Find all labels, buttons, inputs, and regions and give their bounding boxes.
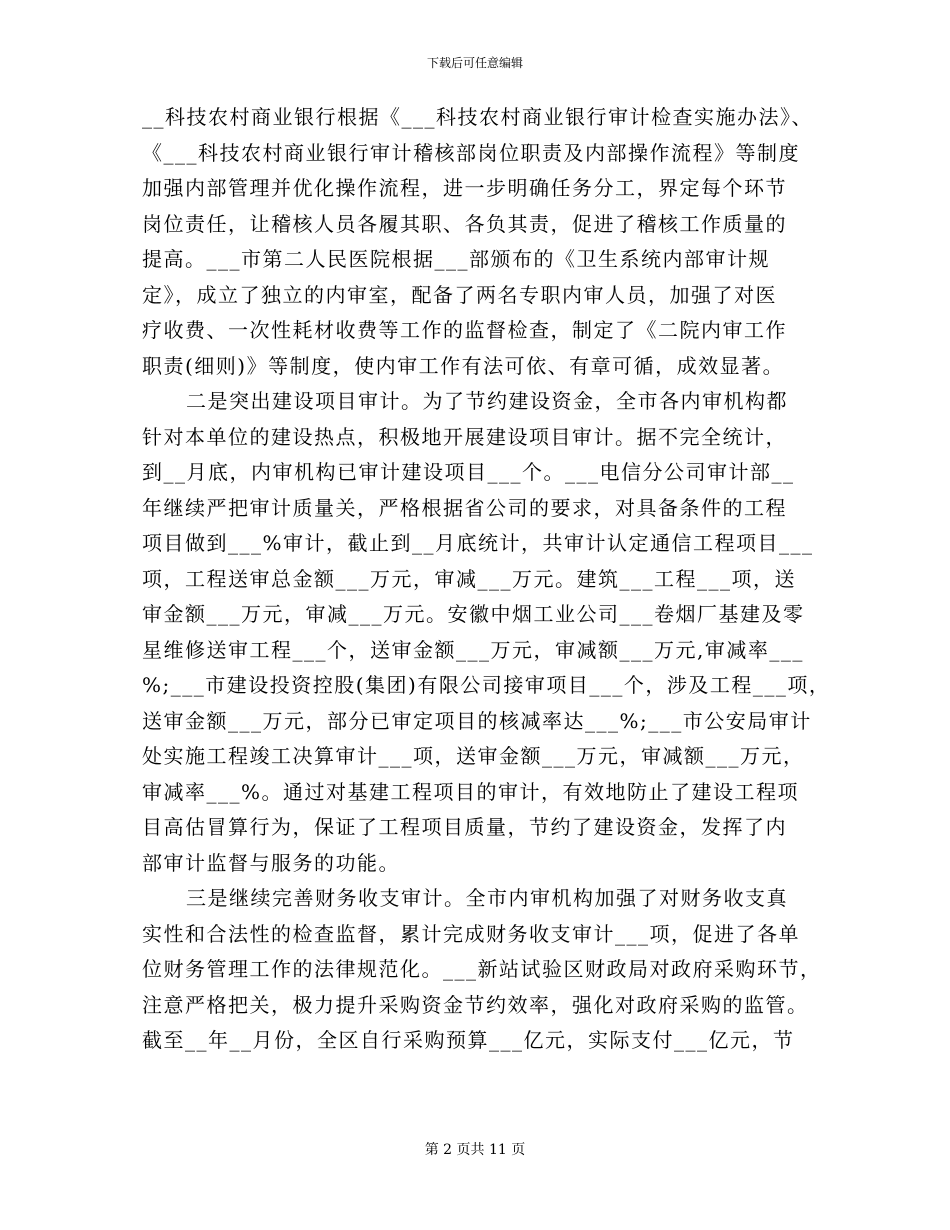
text-line: 年继续严把审计质量关，严格根据省公司的要求，对具备条件的工程 [142,495,787,520]
text-line: 注意严格把关，极力提升采购资金节约效率，强化对政府采购的监管。 [142,992,809,1017]
text-line: 送审金额___万元，部分已审定项目的核减率达___%;___市公安局审计 [142,708,812,733]
text-line: 处实施工程竣工决算审计___项，送审金额___万元，审减额___万元， [142,744,805,768]
text-line: 审减率___%。通过对基建工程项目的审计，有效地防止了建设工程项 [142,779,800,804]
text-line: 截至__年__月份，全区自行采购预算___亿元，实际支付___亿元，节 [142,1028,795,1052]
text-line: %;___市建设投资控股(集团)有限公司接审项目___个，涉及工程___项， [142,673,831,697]
text-line: 到__月底，内审机构已审计建设项目___个。___电信分公司审计部__ [142,460,795,484]
text-line: 疗收费、一次性耗材收费等工作的监督检查，制定了《二院内审工作 [142,318,787,342]
text-line: 实性和合法性的检查监督，累计完成财务收支审计___项，促进了各单 [142,921,800,946]
text-line: 项，工程送审总金额___万元，审减___万元。建筑___工程___项，送 [142,566,796,591]
text-line: 审金额___万元，审减___万元。安徽中烟工业公司___卷烟厂基建及零 [142,602,805,626]
text-line: 职责(细则)》等制度，使内审工作有法可依、有章可循，成效显著。 [142,353,785,378]
document-body [142,100,831,1059]
page-footer: 第 2 页共 11 页 [424,1142,526,1158]
text-line: 针对本单位的建设热点，积极地开展建设项目审计。据不完全统计， [142,424,787,449]
text-line: 岗位责任，让稽核人员各履其职、各负其责，促进了稽核工作质量的 [142,211,787,236]
text-line: 位财务管理工作的法律规范化。___新站试验区财政局对政府采购环节， [142,957,822,981]
text-line: 星维修送审工程___个，送审金额___万元，审减额___万元,审减率___ [142,637,804,662]
text-line: 加强内部管理并优化操作流程，进一步明确任务分工，界定每个环节 [142,176,787,200]
paragraph-start-line: 二是突出建设项目审计。为了节约建设资金，全市各内审机构都 [186,389,788,413]
text-line: 目高估冒算行为，保证了工程项目质量，节约了建设资金，发挥了内 [142,815,787,839]
page-header: 下载后可任意编辑 [426,56,523,70]
text-line: 《___科技农村商业银行审计稽核部岗位职责及内部操作流程》等制度 [142,140,800,165]
text-line: __科技农村商业银行根据《___科技农村商业银行审计检查实施办法》、 [142,105,813,129]
text-line: 部审计监督与服务的功能。 [142,850,400,875]
text-line: 定》，成立了独立的内审室，配备了两名专职内审人员，加强了对医 [142,282,777,307]
text-line: 提高。___市第二人民医院根据___部颁布的《卫生系统内部审计规 [142,247,770,271]
paragraph-start-line: 三是继续完善财务收支审计。全市内审机构加强了对财务收支真 [186,886,788,910]
text-line: 项目做到___%审计，截止到__月底统计，共审计认定通信工程项目___ [142,531,814,555]
